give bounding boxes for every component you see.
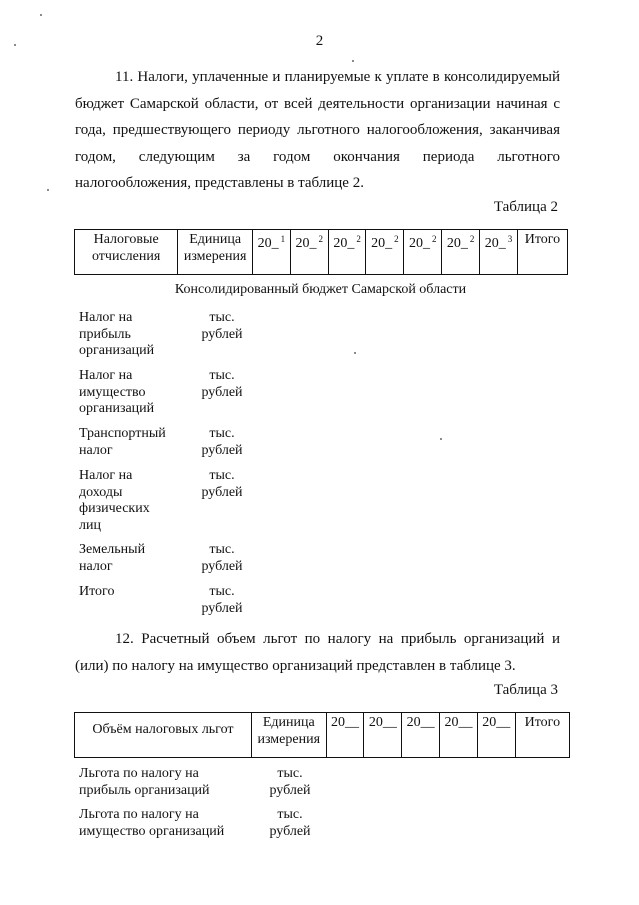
- row-name: Земельный налог: [79, 542, 146, 574]
- scan-speck: [352, 60, 354, 62]
- table-3-caption: Таблица 3: [493, 682, 558, 698]
- row-unit: тыс. рублей: [201, 542, 243, 574]
- table-2-caption: Таблица 2: [493, 199, 558, 215]
- paragraph-line: налогообложения, представлены в таблице 2.: [75, 175, 364, 191]
- paragraph-line: бюджет Самарской области, от всей деятельности организации начиная с: [75, 95, 560, 112]
- table-2-subtitle: Консолидированный бюджет Самарской области: [174, 282, 467, 297]
- header-cell: Единица измерения: [178, 230, 253, 275]
- scan-speck: [40, 14, 42, 16]
- header-cell: Итого: [517, 230, 567, 275]
- header-cell-year: 20__: [326, 713, 364, 758]
- row-name: Льгота по налогу на имущество организаций: [79, 807, 225, 839]
- scan-speck: [47, 189, 49, 191]
- row-name: Транспортный налог: [79, 426, 166, 458]
- table-2-header: [74, 229, 568, 275]
- header-cell-year: 20_ $^2$: [404, 230, 442, 275]
- row-name: Итого: [79, 584, 115, 599]
- page-number: 2: [315, 33, 324, 49]
- header-cell: Объём налоговых льгот: [75, 713, 252, 758]
- paragraph-line: (или) по налогу на имущество организаций представлен в таблице 3.: [75, 657, 516, 674]
- header-cell-year: 20__: [440, 713, 478, 758]
- paragraph-line: года, предшествующего периоду льготного налогообложения, заканчивая: [75, 122, 560, 138]
- header-cell: Единица измерения: [251, 713, 326, 758]
- paragraph-line: 11. Налоги, уплаченные и планируемые к уплате в консолидируемый: [115, 69, 560, 85]
- row-name: Налог на прибыль организаций: [79, 310, 155, 358]
- row-unit: тыс. рублей: [201, 310, 243, 342]
- row-name: Налог на доходы физических лиц: [79, 468, 150, 533]
- row-unit: тыс. рублей: [201, 368, 243, 400]
- row-unit: тыс. рублей: [201, 468, 243, 500]
- header-cell: Налоговые отчисления: [75, 230, 178, 275]
- row-unit: тыс. рублей: [269, 807, 311, 839]
- row-unit: тыс. рублей: [269, 766, 311, 798]
- scan-speck: [354, 352, 356, 354]
- row-name: Льгота по налогу на прибыль организаций: [79, 766, 210, 798]
- row-name: Налог на имущество организаций: [79, 368, 155, 416]
- header-cell-year: 20_ $^2$: [366, 230, 404, 275]
- header-cell-year: 20__: [402, 713, 440, 758]
- row-unit: тыс. рублей: [201, 584, 243, 616]
- row-unit: тыс. рублей: [201, 426, 243, 458]
- table-3-header: [74, 712, 570, 758]
- paragraph-line: 12. Расчетный объем льгот по налогу на прибыль организаций и: [115, 631, 560, 647]
- header-cell-year: 20_ $^1$: [252, 230, 290, 275]
- paragraph-line: годом, следующим за годом окончания периода льготного: [75, 148, 560, 165]
- header-cell: Итого: [515, 713, 569, 758]
- header-cell-year: 20_ $^2$: [328, 230, 366, 275]
- scan-speck: [440, 438, 442, 440]
- scan-speck: [14, 44, 16, 46]
- paragraph-12: [75, 626, 560, 679]
- header-cell-year: 20_ $^2$: [442, 230, 480, 275]
- header-cell-year: 20__: [364, 713, 402, 758]
- header-cell-year: 20_ $^3$: [480, 230, 518, 275]
- paragraph-11: [75, 64, 560, 197]
- header-cell-year: 20__: [477, 713, 515, 758]
- header-cell-year: 20_ $^2$: [290, 230, 328, 275]
